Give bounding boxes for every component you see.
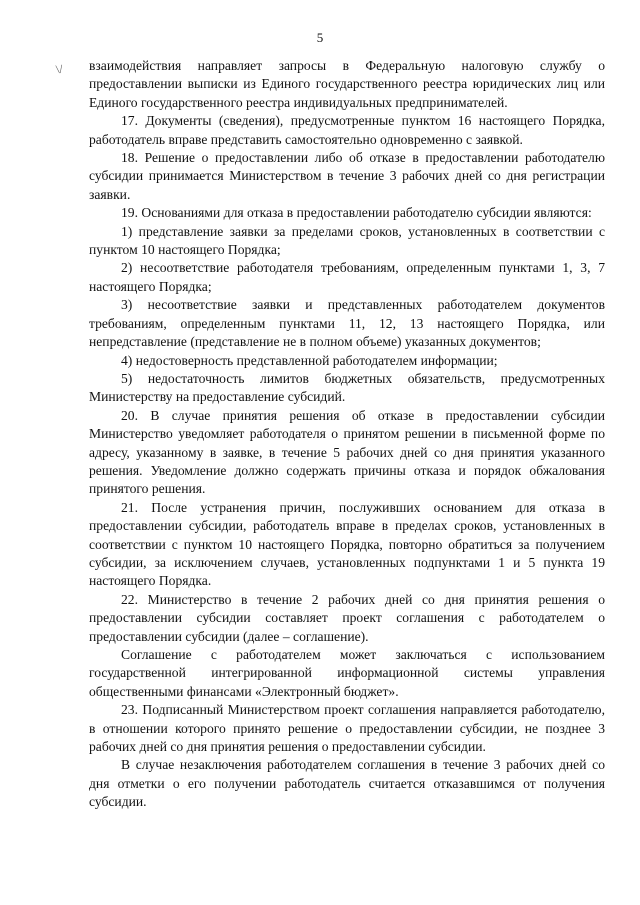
paragraph: Соглашение с работодателем может заключаться с использованием государственной интегрированной информационной системы управления общественными финансами «Электронный бюджет». xyxy=(89,647,605,699)
paragraph: 20. В случае принятия решения об отказе в предоставлении субсидии Министерство уведомляет работодателя о принятом решении в письменной форме по адресу, указанному в заявке, в течение 5 рабочих дней со дня принятия указанного решения. Уведомление должно содержать причины отказа и порядок обжалования принятого решения. xyxy=(89,407,605,497)
paragraph: 23. Подписанный Министерством проект соглашения направляется работодателю, в отношении которого принято решение о предоставлении субсидии, не позднее 3 рабочих дней со дня принятия решения о предоставлении субсидии. xyxy=(89,702,605,755)
paragraph: 1) представление заявки за пределами сроков, установленных в соответствии с пунктом 10 настоящего Порядка; xyxy=(89,223,605,258)
paragraph: 19. Основаниями для отказа в предоставлении работодателю субсидии являются: xyxy=(121,205,592,221)
paragraph: 17. Документы (сведения), предусмотренные пунктом 16 настоящего Порядка, работодатель вправе представить самостоятельно одновременно с заявкой. xyxy=(89,113,605,147)
paragraph: 5) недостаточность лимитов бюджетных обязательств, предусмотренных Министерству на предоставление субсидий. xyxy=(89,370,605,405)
margin-check-mark: \/ xyxy=(54,61,64,77)
page-number: 5 xyxy=(316,30,324,45)
paragraph: 2) несоответствие работодателя требованиям, определенным пунктами 1, 3, 7 настоящего Порядка; xyxy=(89,260,605,294)
document-body xyxy=(89,57,605,812)
paragraph: 18. Решение о предоставлении либо об отказе в предоставлении работодателю субсидии принимается Министерством в течение 3 рабочих дней со дня регистрации заявки. xyxy=(89,150,605,202)
paragraph: В случае незаключения работодателем соглашения в течение 3 рабочих дней со дня отметки о его получении работодатель считается отказавшимся от получения субсидии. xyxy=(89,757,605,810)
paragraph: взаимодействия направляет запросы в Федеральную налоговую службу о предоставлении выписки из Единого государственного реестра юридических лиц или Единого государственного реестра индивидуальных предпринимателей. xyxy=(89,58,605,110)
paragraph: 3) несоответствие заявки и представленных работодателем документов требованиям, определенным пунктами 11, 12, 13 настоящего Порядка, или непредставление (представление не в полном объеме) указанных документов; xyxy=(89,297,605,350)
paragraph: 4) недостоверность представленной работодателем информации; xyxy=(121,352,498,368)
paragraph: 21. После устранения причин, послуживших основанием для отказа в предоставлении субсидии, работодатель вправе в пределах сроков, установленных в соответствии с пунктом 10 настоящего Порядка, повторно обратиться за получением субсидии, за исключением случаев, установленных подпунктами 1 и 5 пункта 19 настоящего Порядка. xyxy=(89,499,605,589)
paragraph: 22. Министерство в течение 2 рабочих дней со дня принятия решения о предоставлении субсидии составляет проект соглашения с работодателем о предоставлении субсидии (далее – соглашение). xyxy=(89,591,605,644)
